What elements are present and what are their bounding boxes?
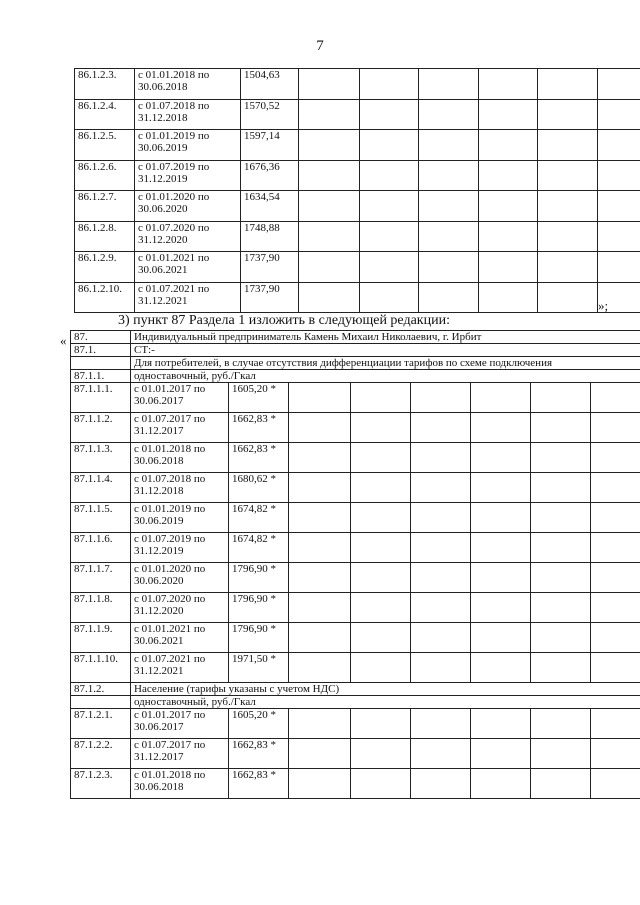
row-code: 87.1.2.3. (71, 769, 131, 799)
table-row (71, 593, 640, 623)
opening-quote: « (60, 333, 67, 348)
empty-cell (538, 221, 598, 252)
section-code: 87. (71, 331, 131, 344)
row-code: 86.1.2.4. (75, 99, 135, 130)
table-row (75, 282, 640, 313)
row-code: 87.1.1.6. (71, 533, 131, 563)
empty-cell (289, 533, 351, 563)
row-period (135, 252, 241, 283)
row-value: 1796,90 * (229, 563, 289, 593)
empty-cell (598, 191, 640, 222)
empty-cell (471, 473, 531, 503)
period-start: с 01.07.2019 по (134, 533, 206, 545)
table-row (75, 69, 640, 100)
empty-cell (351, 383, 411, 413)
empty-cell (411, 769, 471, 799)
empty-cell (531, 739, 591, 769)
empty-cell (351, 413, 411, 443)
row-value: 1662,83 * (229, 443, 289, 473)
empty-cell (591, 413, 640, 443)
row-period (131, 503, 229, 533)
row-code: 86.1.2.3. (75, 69, 135, 100)
row-code: 86.1.2.9. (75, 252, 135, 283)
row-code: 87.1.2.2. (71, 739, 131, 769)
empty-cell (471, 653, 531, 683)
table-row (75, 191, 640, 222)
row-value: 1674,82 * (229, 503, 289, 533)
table-row-population (71, 683, 640, 696)
period-start: с 01.01.2020 по (134, 563, 206, 575)
empty-cell (351, 593, 411, 623)
period-end: 30.06.2018 (134, 455, 184, 467)
table-row (71, 473, 640, 503)
empty-cell (299, 191, 360, 222)
empty-cell (471, 533, 531, 563)
empty-cell (598, 160, 640, 191)
period-end: 30.06.2018 (138, 81, 188, 93)
period-end: 31.12.2018 (138, 111, 188, 124)
empty-cell (360, 69, 419, 100)
row-period (135, 99, 241, 130)
st-code: 87.1. (71, 344, 131, 357)
table-row (75, 221, 640, 252)
period-start: с 01.01.2018 по (138, 69, 210, 81)
empty-cell (351, 503, 411, 533)
row-period (131, 413, 229, 443)
row-value: 1634,54 (241, 191, 299, 222)
row-value: 1662,83 * (229, 739, 289, 769)
empty-cell (411, 473, 471, 503)
empty-cell (419, 252, 479, 283)
empty-cell (299, 99, 360, 130)
row-value: 1605,20 * (229, 383, 289, 413)
period-end: 30.06.2021 (134, 635, 184, 647)
empty-cell (531, 413, 591, 443)
tariff-table-87 (70, 330, 640, 799)
row-value: 1570,52 (241, 99, 299, 130)
table-row (71, 383, 640, 413)
empty-cell (419, 69, 479, 100)
row-code: 87.1.2.1. (71, 709, 131, 739)
row-period (131, 563, 229, 593)
row-period (131, 593, 229, 623)
empty-cell (591, 623, 640, 653)
empty-cell (531, 443, 591, 473)
period-start: с 01.01.2018 по (134, 443, 206, 455)
empty-cell (419, 282, 479, 313)
period-end: 31.12.2018 (134, 485, 184, 497)
row-value: 1796,90 * (229, 623, 289, 653)
empty-cell (351, 473, 411, 503)
empty-cell (360, 191, 419, 222)
row-code: 87.1.1.9. (71, 623, 131, 653)
empty-cell (538, 160, 598, 191)
empty-cell (289, 739, 351, 769)
empty-cell (411, 709, 471, 739)
empty-cell (479, 221, 538, 252)
empty-cell (411, 593, 471, 623)
table-row (75, 99, 640, 130)
row-period (135, 160, 241, 191)
table-row (75, 130, 640, 161)
period-start: с 01.07.2020 по (138, 221, 210, 234)
empty-cell (299, 252, 360, 283)
empty-cell (360, 221, 419, 252)
empty-cell (289, 563, 351, 593)
empty-cell (360, 160, 419, 191)
row-code: 87.1.1.10. (71, 653, 131, 683)
empty-cell (471, 623, 531, 653)
empty-cell (351, 709, 411, 739)
empty-cell (419, 99, 479, 130)
empty-cell (299, 282, 360, 313)
empty-cell (289, 443, 351, 473)
period-start: с 01.01.2017 по (134, 709, 206, 721)
empty-cell (591, 709, 640, 739)
row-value: 1680,62 * (229, 473, 289, 503)
empty-cell (531, 563, 591, 593)
table-row (71, 413, 640, 443)
empty-cell (591, 563, 640, 593)
empty-cell (351, 563, 411, 593)
row-value: 1597,14 (241, 130, 299, 161)
empty-cell (538, 130, 598, 161)
row-value: 1662,83 * (229, 769, 289, 799)
period-end: 30.06.2019 (134, 515, 184, 527)
table-row-consumers (71, 357, 640, 370)
empty-cell (479, 191, 538, 222)
row-value: 1737,90 (241, 252, 299, 283)
empty-cell (591, 739, 640, 769)
empty-cell (471, 383, 531, 413)
row-period (135, 191, 241, 222)
row-period (131, 739, 229, 769)
empty-cell (411, 739, 471, 769)
empty-cell (591, 533, 640, 563)
period-start: с 01.01.2019 по (138, 130, 210, 142)
empty-cell (299, 160, 360, 191)
empty-cell (598, 130, 640, 161)
empty-cell (591, 593, 640, 623)
row-code: 86.1.2.5. (75, 130, 135, 161)
population-label: Население (тарифы указаны с учетом НДС) (131, 683, 640, 696)
one-rate-label-2: одноставочный, руб./Гкал (131, 696, 640, 709)
empty-cell (419, 191, 479, 222)
empty-cell (289, 653, 351, 683)
period-end: 30.06.2020 (138, 203, 188, 215)
empty-cell (479, 252, 538, 283)
row-period (131, 533, 229, 563)
table-row (75, 252, 640, 283)
empty-cell (591, 653, 640, 683)
row-value: 1662,83 * (229, 413, 289, 443)
row-value: 1971,50 * (229, 653, 289, 683)
period-start: с 01.07.2017 по (134, 739, 206, 751)
empty-cell (360, 282, 419, 313)
period-end: 30.06.2021 (138, 264, 188, 276)
empty-cell (531, 533, 591, 563)
empty-cell (598, 252, 640, 283)
row-value: 1796,90 * (229, 593, 289, 623)
empty-cell (538, 191, 598, 222)
empty-cell (538, 99, 598, 130)
period-start: с 01.01.2021 по (138, 252, 210, 264)
amendment-instruction: 3) пункт 87 Раздела 1 изложить в следующей редакции: (118, 313, 450, 328)
empty-cell (471, 593, 531, 623)
row-period (135, 221, 241, 252)
empty-cell (471, 709, 531, 739)
empty-cell (289, 473, 351, 503)
st-label: СТ:- (131, 344, 640, 357)
row-code: 87.1.1.1. (71, 383, 131, 413)
empty-cell (299, 221, 360, 252)
empty-cell (351, 769, 411, 799)
period-start: с 01.01.2018 по (134, 769, 206, 781)
one-rate-label: одноставочный, руб./Гкал (131, 370, 640, 383)
row-value: 1605,20 * (229, 709, 289, 739)
empty-cell (531, 623, 591, 653)
period-start: с 01.01.2021 по (134, 623, 206, 635)
row-period (131, 473, 229, 503)
empty-cell (299, 130, 360, 161)
row-period (131, 709, 229, 739)
row-code: 86.1.2.7. (75, 191, 135, 222)
row-code: 86.1.2.10. (75, 282, 135, 313)
period-start: с 01.01.2020 по (138, 191, 210, 203)
empty-cell (538, 69, 598, 100)
period-end: 31.12.2019 (138, 172, 188, 185)
row-value: 1504,63 (241, 69, 299, 100)
period-start: с 01.07.2017 по (134, 413, 206, 425)
empty-cell (471, 739, 531, 769)
empty-cell (411, 653, 471, 683)
empty-cell (411, 383, 471, 413)
page-number: 7 (316, 38, 324, 54)
table-row-one-rate-2 (71, 696, 640, 709)
empty-cell (538, 282, 598, 313)
table-row (71, 769, 640, 799)
period-end: 31.12.2020 (134, 605, 184, 617)
row-period (131, 443, 229, 473)
table-row (71, 563, 640, 593)
row-period (131, 769, 229, 799)
empty-cell (419, 160, 479, 191)
empty-cell (351, 533, 411, 563)
empty-cell (419, 130, 479, 161)
empty-cell (591, 473, 640, 503)
row-code: 87.1.1.5. (71, 503, 131, 533)
row-period (131, 383, 229, 413)
empty-cell (479, 99, 538, 130)
empty-cell (351, 623, 411, 653)
empty-cell (531, 383, 591, 413)
empty-cell (591, 383, 640, 413)
empty-cell (591, 769, 640, 799)
empty-cell (289, 769, 351, 799)
period-end: 31.12.2017 (134, 751, 184, 763)
empty-cell (471, 769, 531, 799)
row-code: 86.1.2.8. (75, 221, 135, 252)
empty-cell (479, 130, 538, 161)
table-row-header (71, 331, 640, 344)
empty-cell (351, 653, 411, 683)
consumers-description: Для потребителей, в случае отсутствия дифференциации тарифов по схеме подключения (131, 357, 640, 370)
empty-cell (411, 503, 471, 533)
table-row-one-rate-1 (71, 370, 640, 383)
empty-cell (351, 443, 411, 473)
empty-cell (479, 160, 538, 191)
table-row (71, 503, 640, 533)
empty-cell (351, 739, 411, 769)
period-end: 30.06.2020 (134, 575, 184, 587)
empty-cell (531, 709, 591, 739)
row-code: 87.1.1.7. (71, 563, 131, 593)
period-start: с 01.07.2018 по (134, 473, 206, 485)
period-start: с 01.07.2020 по (134, 593, 206, 605)
empty-cell (531, 593, 591, 623)
empty-cell (591, 443, 640, 473)
period-start: с 01.07.2018 по (138, 99, 210, 112)
empty-cell (411, 443, 471, 473)
empty-cell (289, 413, 351, 443)
row-value: 1737,90 (241, 282, 299, 313)
empty-cell (411, 413, 471, 443)
period-start: с 01.07.2021 по (134, 653, 206, 665)
empty-cell (479, 282, 538, 313)
table-row-st (71, 344, 640, 357)
empty-cell (360, 252, 419, 283)
row-value: 1748,88 (241, 221, 299, 252)
period-end: 30.06.2019 (138, 142, 188, 154)
row-code: 87.1.1.4. (71, 473, 131, 503)
empty-cell (289, 593, 351, 623)
empty-cell (411, 533, 471, 563)
empty-cell (289, 709, 351, 739)
row-value: 1676,36 (241, 160, 299, 191)
row-period (135, 69, 241, 100)
empty-cell (471, 503, 531, 533)
period-start: с 01.01.2017 по (134, 383, 206, 395)
empty-cell (289, 503, 351, 533)
one-rate-code: 87.1.1. (71, 370, 131, 383)
table-row (71, 739, 640, 769)
table-row (71, 653, 640, 683)
period-end: 30.06.2017 (134, 721, 184, 733)
empty-cell (471, 563, 531, 593)
row-code: 87.1.1.2. (71, 413, 131, 443)
table-row (75, 160, 640, 191)
row-code: 86.1.2.6. (75, 160, 135, 191)
empty-cell (531, 769, 591, 799)
table-row (71, 533, 640, 563)
period-end: 31.12.2020 (138, 233, 188, 246)
period-end: 30.06.2018 (134, 781, 184, 793)
empty-cell (471, 443, 531, 473)
table-row (71, 623, 640, 653)
table-row (71, 709, 640, 739)
row-code: 87.1.1.3. (71, 443, 131, 473)
empty-cell (531, 473, 591, 503)
closing-quote: »; (598, 298, 609, 313)
period-end: 31.12.2017 (134, 425, 184, 437)
period-start: с 01.07.2021 по (138, 282, 210, 295)
provider-name: Индивидуальный предприниматель Камень Михаил Николаевич, г. Ирбит (131, 331, 640, 344)
population-code: 87.1.2. (71, 683, 131, 696)
tariff-table-86 (74, 68, 640, 313)
period-end: 31.12.2019 (134, 545, 184, 557)
period-end: 30.06.2017 (134, 395, 184, 407)
row-value: 1674,82 * (229, 533, 289, 563)
empty-cell (471, 413, 531, 443)
row-code: 87.1.1.8. (71, 593, 131, 623)
period-end: 31.12.2021 (138, 294, 188, 307)
empty-cell (411, 623, 471, 653)
empty-cell (591, 503, 640, 533)
empty-cell (479, 69, 538, 100)
empty-cell (360, 99, 419, 130)
empty-cell (531, 653, 591, 683)
row-period (135, 130, 241, 161)
empty-cell (598, 69, 640, 100)
empty-cell (538, 252, 598, 283)
empty-cell (598, 99, 640, 130)
empty-cell (411, 563, 471, 593)
period-start: с 01.07.2019 по (138, 160, 210, 173)
row-period (135, 282, 241, 313)
empty-cell (289, 623, 351, 653)
empty-cell (360, 130, 419, 161)
empty-cell (419, 221, 479, 252)
row-period (131, 623, 229, 653)
empty-cell (531, 503, 591, 533)
empty-cell (289, 383, 351, 413)
period-end: 31.12.2021 (134, 665, 184, 677)
empty-cell (299, 69, 360, 100)
table-row (71, 443, 640, 473)
empty-cell (598, 221, 640, 252)
row-period (131, 653, 229, 683)
period-start: с 01.01.2019 по (134, 503, 206, 515)
